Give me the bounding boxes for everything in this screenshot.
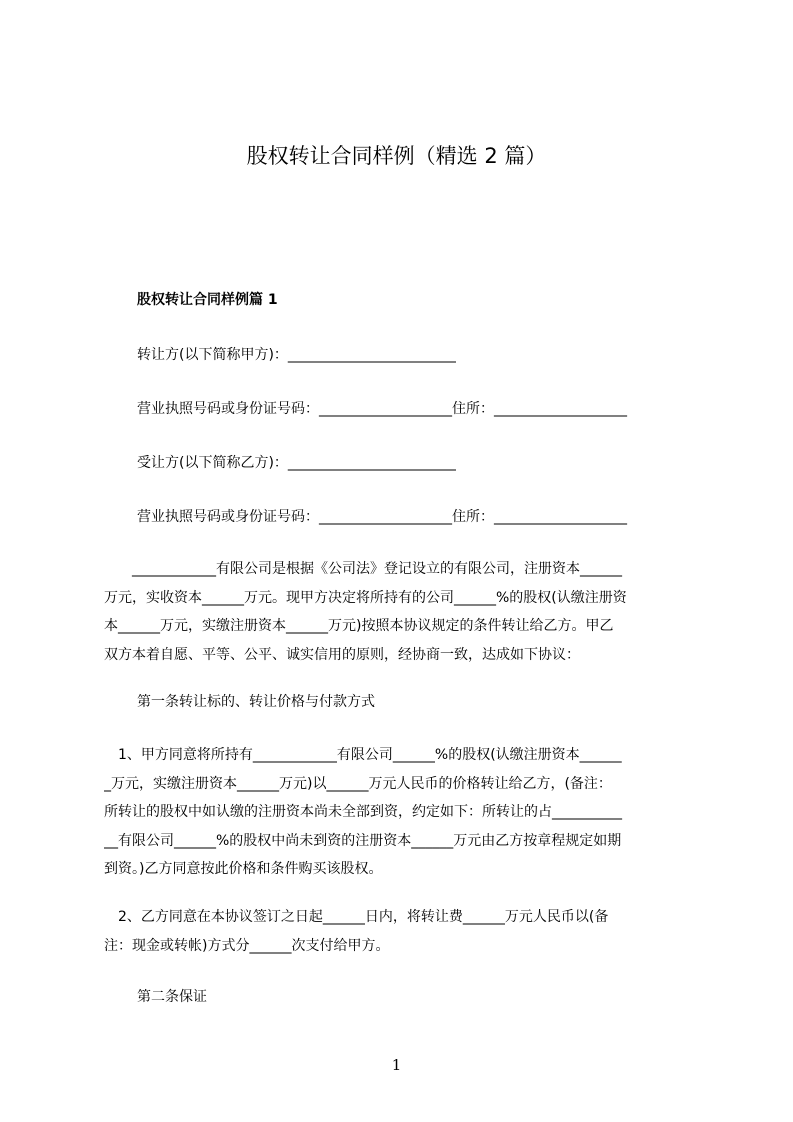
section-title: 股权转让合同样例篇 1 [137, 292, 278, 308]
clause-1-line-1: 1、甲方同意将所持有____________有限公司______%的股权(认缴注册资本______ [104, 747, 622, 763]
page-number: 1 [391, 1056, 402, 1074]
intro-line-1: ____________有限公司是根据《公司法》登记设立的有限公司，注册资本______ [104, 561, 622, 577]
transferee-id-line: 营业执照号码或身份证号码：___________________住所：___________________ [137, 509, 627, 525]
clause-1-paragraph [104, 741, 700, 884]
intro-paragraph [104, 555, 700, 669]
clause-1-line-3: 所转让的股权中如认缴的注册资本尚未全部到资，约定如下：所转让的占__________ [104, 804, 622, 820]
article-2-heading: 第二条保证 [137, 989, 207, 1005]
transferee-line: 受让方(以下简称乙方)：________________________ [137, 455, 456, 471]
document-title: 股权转让合同样例（精选 2 篇） [246, 144, 547, 168]
intro-line-3: 本______万元，实缴注册资本______万元)按照本协议规定的条件转让给乙方。甲乙 [104, 618, 614, 634]
intro-line-4: 双方本着自愿、平等、公平、诚实信用的原则，经协商一致，达成如下协议： [104, 646, 580, 663]
intro-line-2: 万元，实收资本______万元。现甲方决定将所持有的公司______%的股权(认缴注册资 [104, 589, 627, 606]
clause-2-paragraph [104, 903, 700, 960]
clause-1-line-5: 到资。)乙方同意按此价格和条件购买该股权。 [104, 861, 383, 877]
clause-1-line-2: _万元，实缴注册资本______万元)以______万元人民币的价格转让给乙方，(备注： [104, 775, 612, 792]
article-1-heading: 第一条转让标的、转让价格与付款方式 [137, 694, 375, 710]
clause-2-line-1: 2、乙方同意在本协议签订之日起______日内，将转让费______万元人民币以(备 [104, 909, 609, 925]
clause-1-line-4: __有限公司______%的股权中尚未到资的注册资本______万元由乙方按章程规定如期 [104, 832, 622, 849]
clause-2-line-2: 注：现金或转帐)方式分______次支付给甲方。 [104, 937, 390, 954]
transferor-line: 转让方(以下简称甲方)：________________________ [137, 347, 456, 363]
transferor-id-line: 营业执照号码或身份证号码：___________________住所：___________________ [137, 401, 627, 417]
